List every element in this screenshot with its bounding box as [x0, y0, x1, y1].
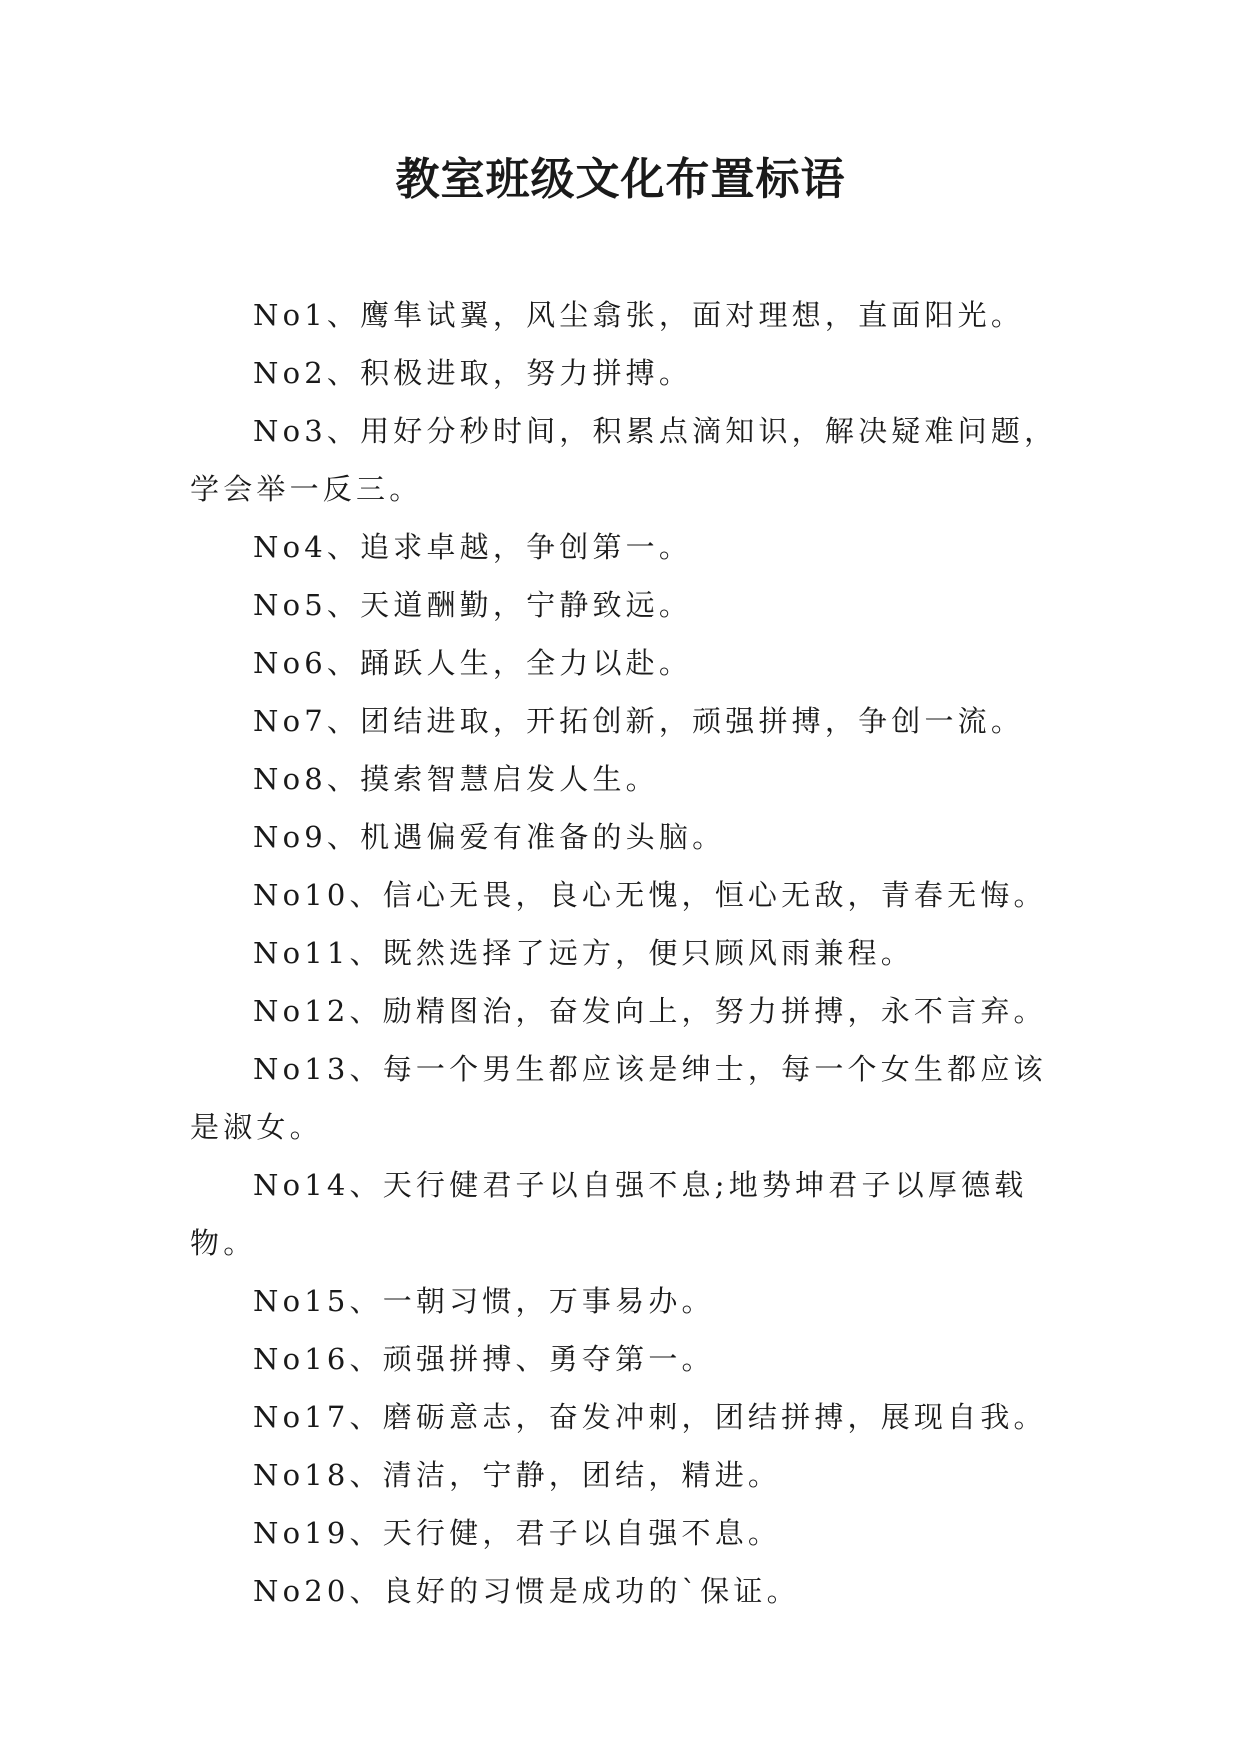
- document-title: 教室班级文化布置标语: [395, 154, 846, 205]
- slogan-item: No8、摸索智慧启发人生。: [253, 762, 659, 796]
- slogan-item: No17、磨砺意志，奋发冲刺，团结拼搏，展现自我。: [253, 1400, 1047, 1434]
- slogan-item: No18、清洁，宁静，团结，精进。: [253, 1458, 782, 1492]
- slogan-item: No16、顽强拼搏、勇夺第一。: [253, 1342, 715, 1376]
- slogan-item: No19、天行健，君子以自强不息。: [253, 1516, 782, 1550]
- slogan-item: No5、天道酬勤，宁静致远。: [253, 588, 693, 622]
- slogan-item: No4、追求卓越，争创第一。: [253, 530, 693, 564]
- slogan-item: No20、良好的习惯是成功的`保证。: [253, 1574, 800, 1608]
- slogan-list: [190, 286, 1064, 1620]
- slogan-item: No3、用好分秒时间，积累点滴知识，解决疑难问题，学会举一反三。: [190, 414, 1058, 506]
- slogan-item: No6、踊跃人生，全力以赴。: [253, 646, 693, 680]
- slogan-item: No11、既然选择了远方，便只顾风雨兼程。: [253, 936, 914, 970]
- slogan-item: No13、每一个男生都应该是绅士，每一个女生都应该是淑女。: [190, 1052, 1047, 1144]
- slogan-item: No10、信心无畏，良心无愧，恒心无敌，青春无悔。: [253, 878, 1047, 912]
- slogan-item: No1、鹰隼试翼，风尘翕张，面对理想，直面阳光。: [253, 298, 1025, 332]
- slogan-item: No12、励精图治，奋发向上，努力拼搏，永不言弃。: [253, 994, 1047, 1028]
- slogan-item: No7、团结进取，开拓创新，顽强拼搏，争创一流。: [253, 704, 1025, 738]
- slogan-item: No14、天行健君子以自强不息;地势坤君子以厚德载物。: [190, 1168, 1028, 1260]
- slogan-item: No9、机遇偏爱有准备的头脑。: [253, 820, 726, 854]
- slogan-item: No15、一朝习惯，万事易办。: [253, 1284, 715, 1318]
- slogan-item: No2、积极进取，努力拼搏。: [253, 356, 693, 390]
